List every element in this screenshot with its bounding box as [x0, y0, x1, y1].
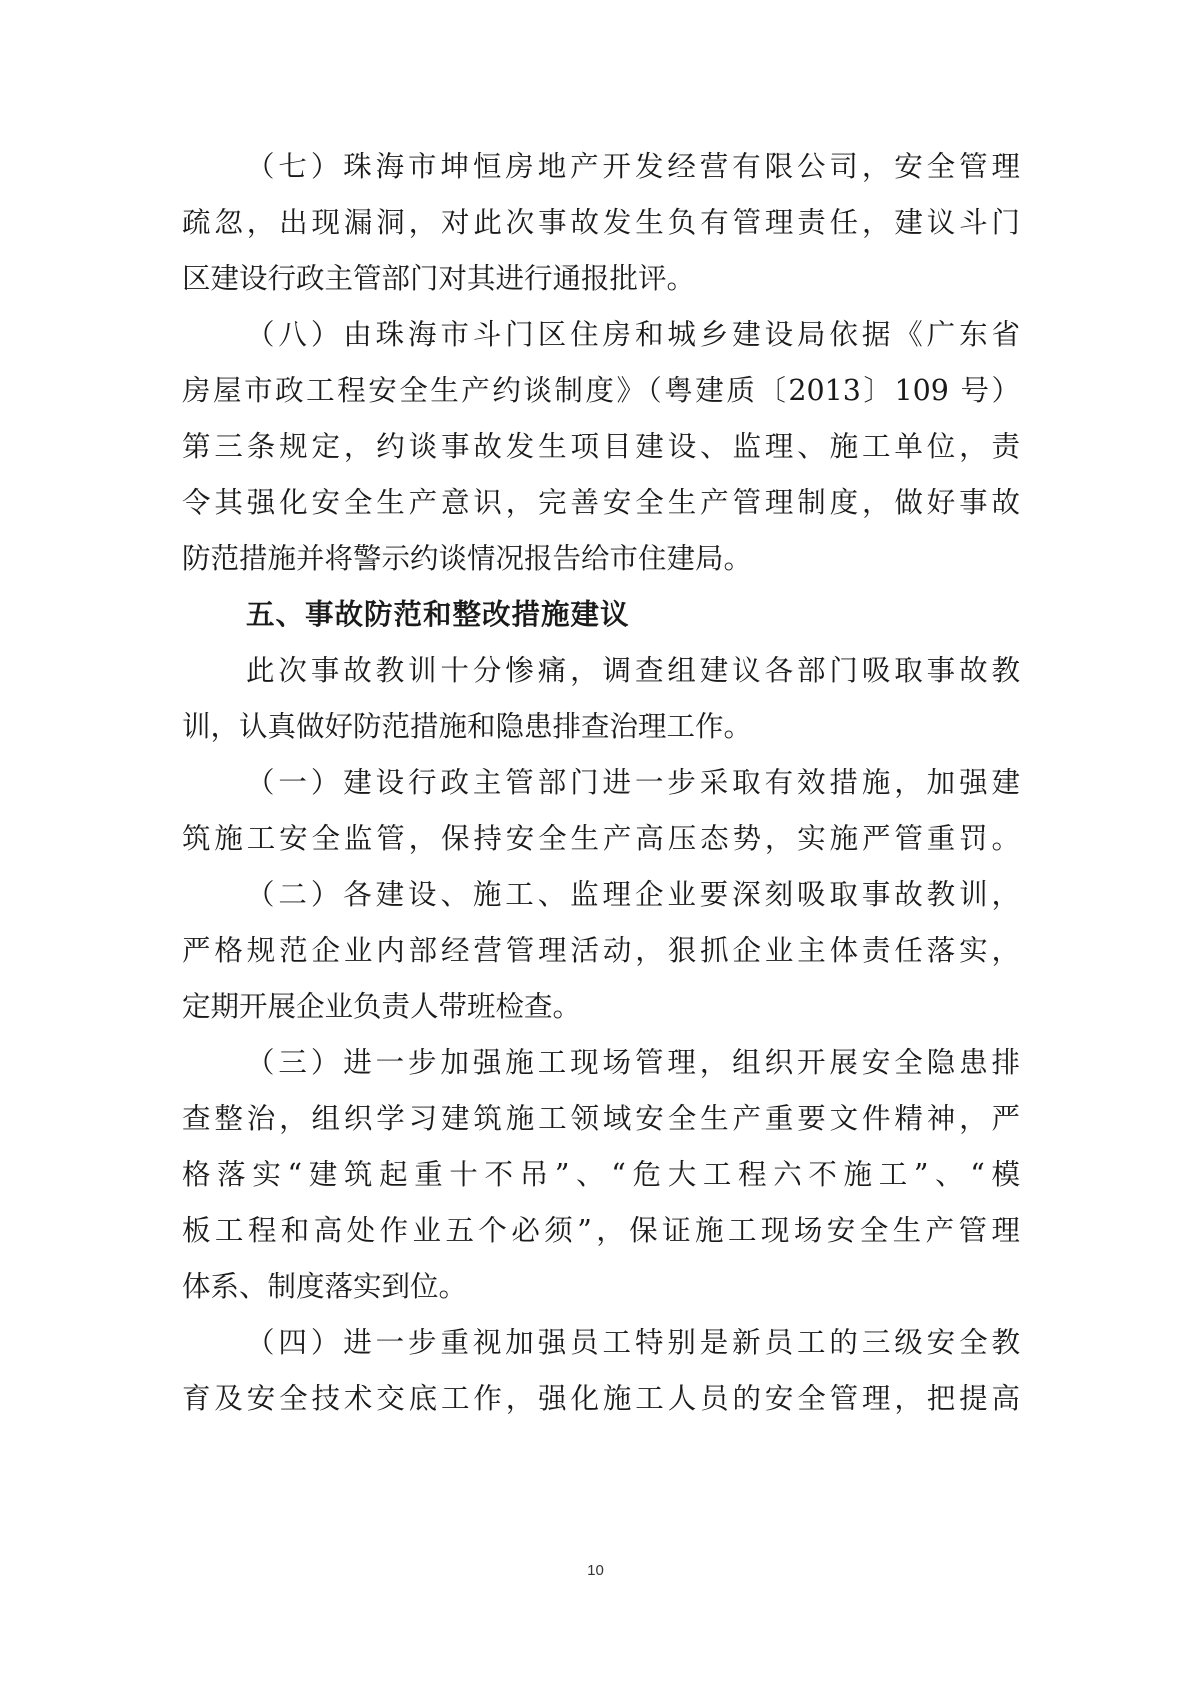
measure-3-line-1: （三）进一步加强施工现场管理，组织开展安全隐患排 [246, 1046, 1020, 1079]
paragraph-8-line-2: 房屋市政工程安全生产约谈制度》（粤建质〔2013〕109 号） [182, 374, 1020, 407]
measure-2-line-3: 定期开展企业负责人带班检查。 [182, 990, 582, 1023]
measure-3-line-4: 板工程和高处作业五个必须”，保证施工现场安全生产管理 [182, 1214, 1020, 1247]
section-heading: 五、事故防范和整改措施建议 [246, 598, 630, 631]
paragraph-7-line-1: （七）珠海市坤恒房地产开发经营有限公司，安全管理 [246, 150, 1020, 183]
measure-3-line-5: 体系、制度落实到位。 [182, 1270, 468, 1303]
paragraph-8-line-4: 令其强化安全生产意识，完善安全生产管理制度，做好事故 [182, 486, 1020, 519]
measure-4-line-2: 育及安全技术交底工作，强化施工人员的安全管理，把提高 [182, 1382, 1020, 1415]
paragraph-8-line-1: （八）由珠海市斗门区住房和城乡建设局依据《广东省 [246, 318, 1020, 351]
paragraph-8-line-5: 防范措施并将警示约谈情况报告给市住建局。 [182, 542, 753, 575]
paragraph-7-line-3: 区建设行政主管部门对其进行通报批评。 [182, 262, 696, 295]
measure-2-line-1: （二）各建设、施工、监理企业要深刻吸取事故教训， [246, 878, 1020, 911]
intro-line-1: 此次事故教训十分惨痛，调查组建议各部门吸取事故教 [246, 654, 1020, 687]
intro-line-2: 训，认真做好防范措施和隐患排查治理工作。 [182, 710, 753, 743]
measure-2-line-2: 严格规范企业内部经营管理活动，狠抓企业主体责任落实， [182, 934, 1020, 967]
measure-4-line-1: （四）进一步重视加强员工特别是新员工的三级安全教 [246, 1326, 1020, 1359]
measure-1-line-1: （一）建设行政主管部门进一步采取有效措施，加强建 [246, 766, 1020, 799]
measure-3-line-2: 查整治，组织学习建筑施工领域安全生产重要文件精神，严 [182, 1102, 1020, 1135]
measure-1-line-2: 筑施工安全监管，保持安全生产高压态势，实施严管重罚。 [182, 822, 1020, 855]
measure-3-line-3: 格落实“建筑起重十不吊”、“危大工程六不施工”、“模 [182, 1158, 1020, 1191]
paragraph-8-line-3: 第三条规定，约谈事故发生项目建设、监理、施工单位，责 [182, 430, 1020, 463]
page-number: 10 [587, 1562, 604, 1579]
paragraph-7-line-2: 疏忽，出现漏洞，对此次事故发生负有管理责任，建议斗门 [182, 206, 1020, 239]
